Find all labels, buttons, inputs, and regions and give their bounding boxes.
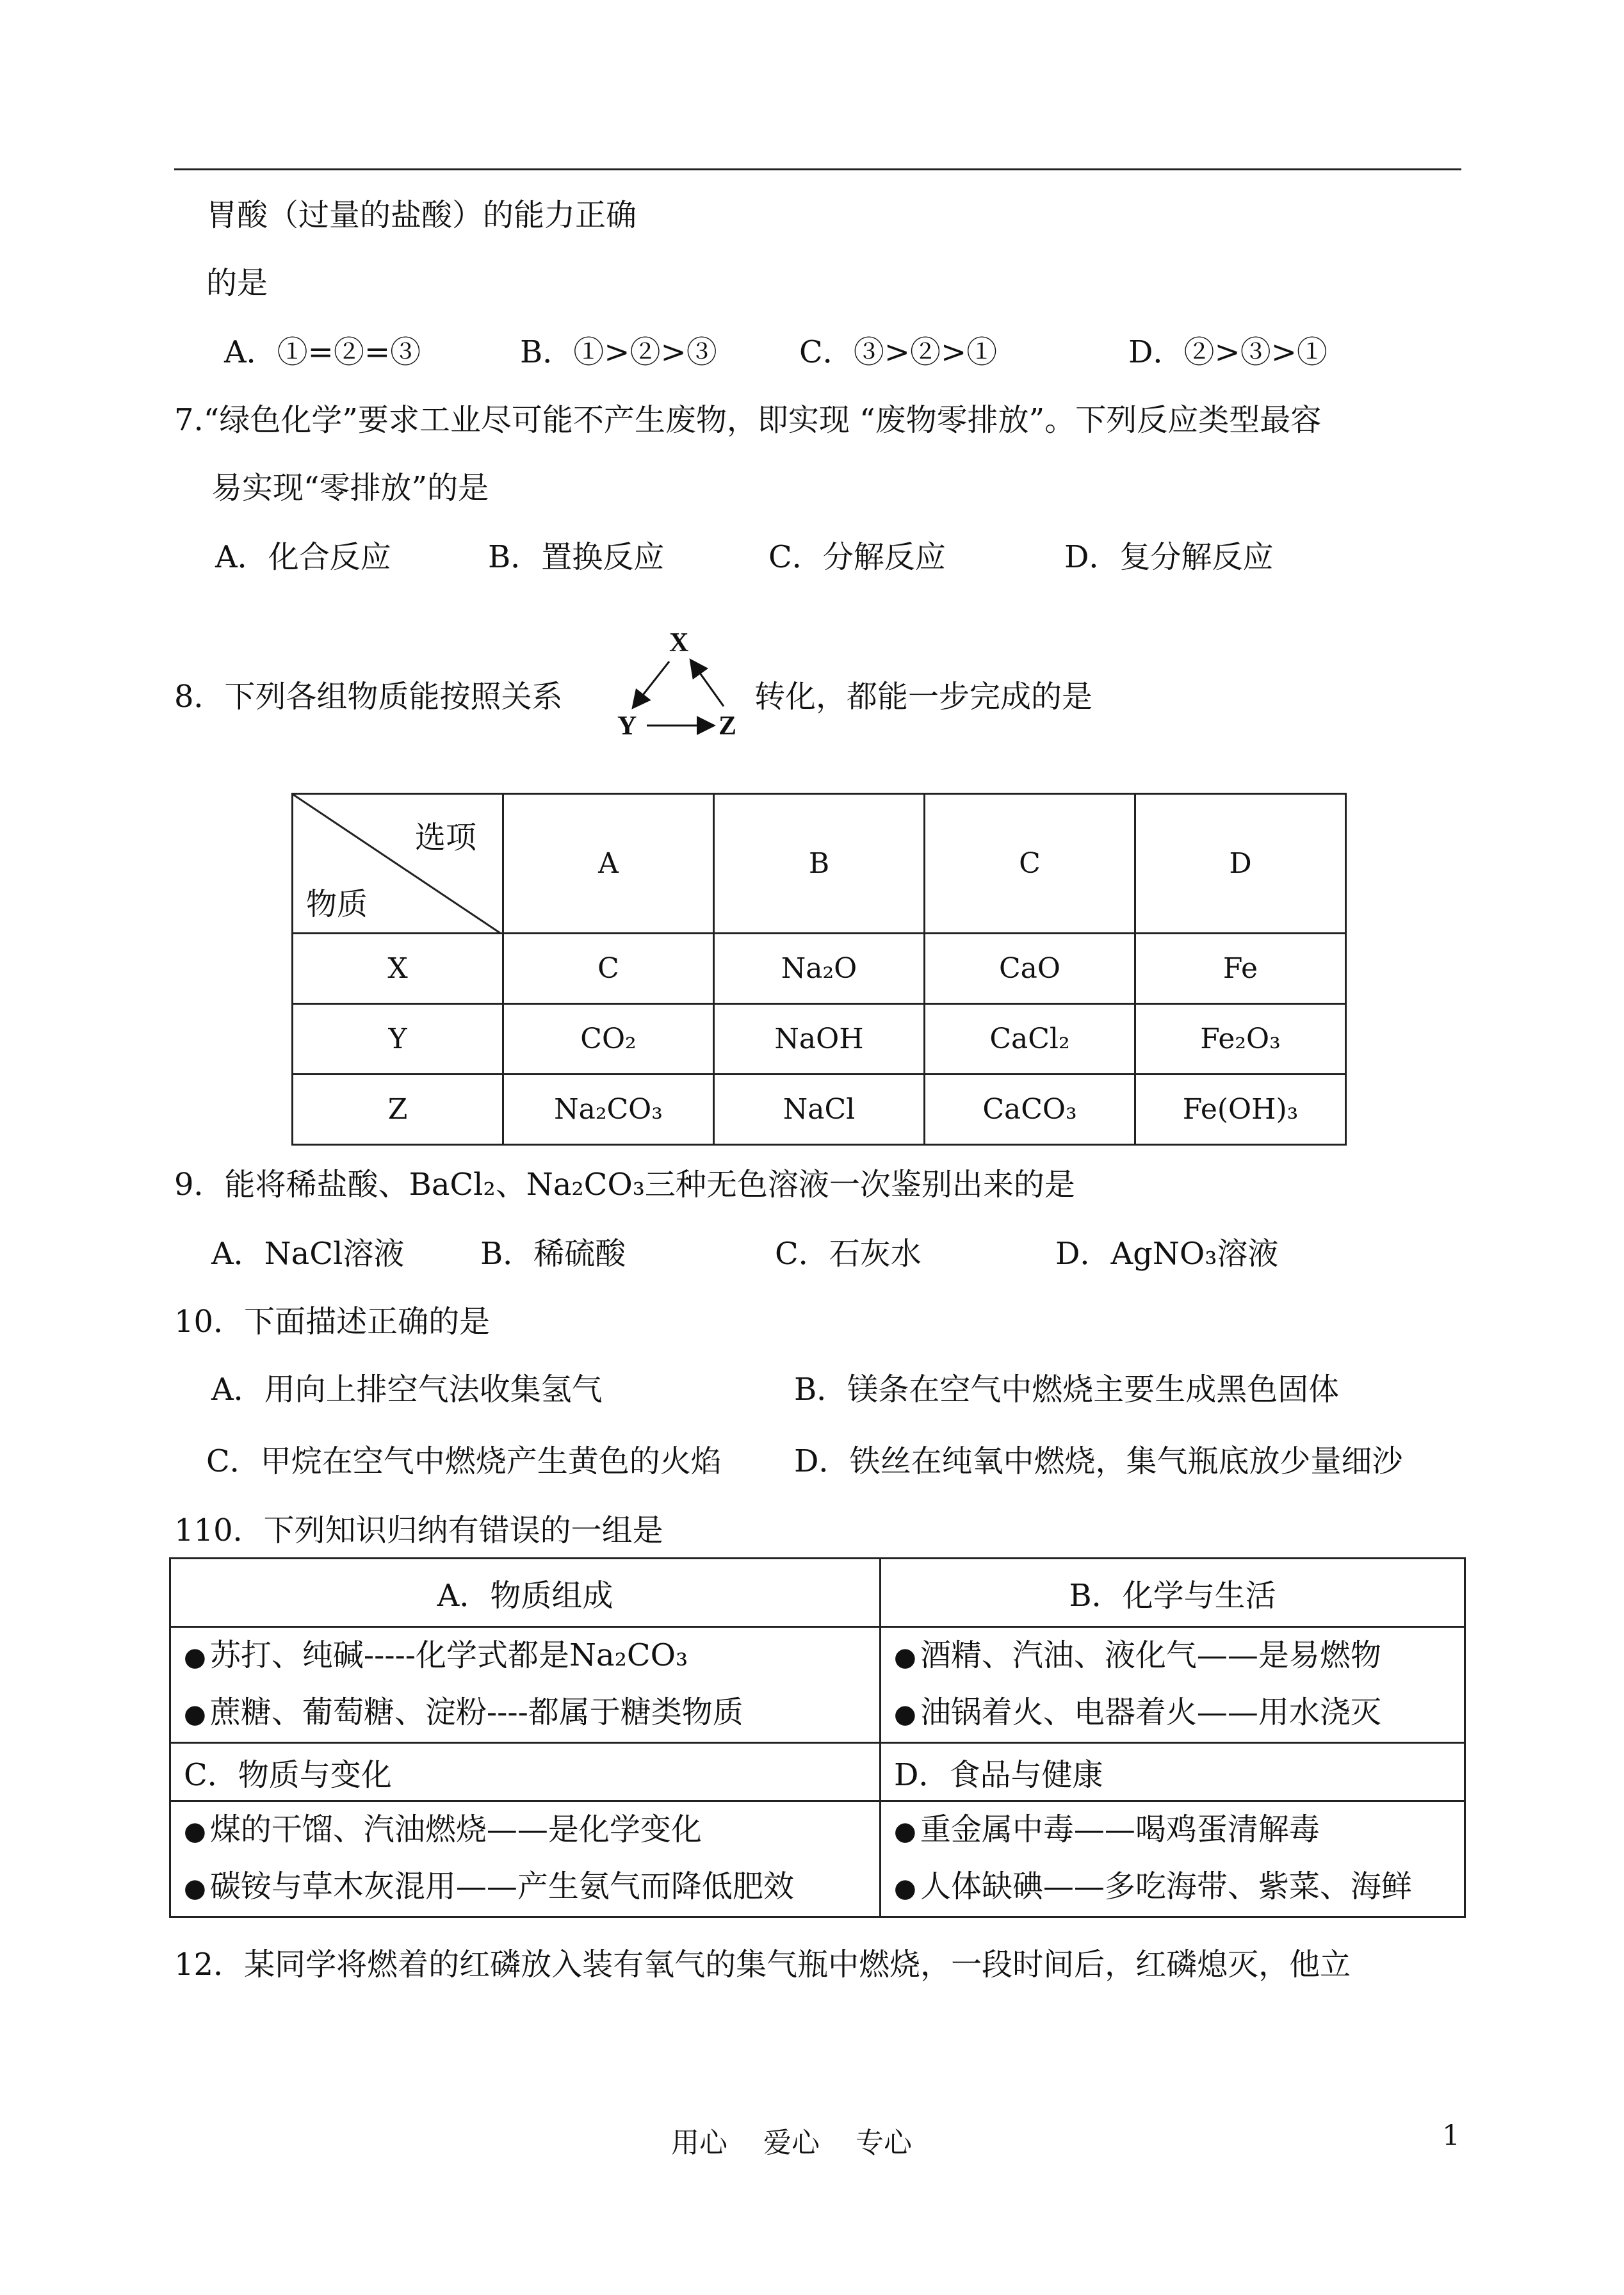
cell-y-d: Fe₂O₃ — [1135, 1004, 1346, 1075]
q9-option-b: B．稀硫酸 — [480, 1236, 626, 1272]
diagram-y-label: Y — [617, 711, 637, 740]
list-item: ● 煤的干馏、汽油燃烧——是化学变化 — [184, 1812, 702, 1847]
q7-stem-line2: 易实现“零排放”的是 — [211, 470, 489, 506]
list-item: ● 人体缺碘——多吃海带、紫菜、海鲜 — [894, 1869, 1412, 1904]
list-item: ● 油锅着火、电器着火——用水浇灭 — [894, 1694, 1381, 1730]
cell-z-d: Fe(OH)₃ — [1135, 1075, 1346, 1145]
q7-option-c: C．分解反应 — [768, 539, 946, 575]
q11-b-items — [881, 1627, 1465, 1743]
cell-y-c: CaCl₂ — [925, 1004, 1135, 1075]
row-label-y: Y — [293, 1004, 503, 1075]
q9-stem: 9．能将稀盐酸、BaCl₂、Na₂CO₃三种无色溶液一次鉴别出来的是 — [174, 1167, 1075, 1203]
list-item: ● 苏打、纯碱-----化学式都是Na₂CO₃ — [184, 1637, 688, 1673]
q11-c-title: C．物质与变化 — [170, 1743, 881, 1801]
q11-c-items — [170, 1801, 881, 1917]
diagram-x-label: X — [669, 628, 689, 658]
q10-stem: 10．下面描述正确的是 — [174, 1304, 491, 1340]
q11-table — [169, 1557, 1466, 1918]
q11-b-title: B．化学与生活 — [881, 1559, 1465, 1627]
cell-y-a: CO₂ — [503, 1004, 714, 1075]
q7-stem-line1: 7.“绿色化学”要求工业尽可能不产生废物，即实现 “废物零排放”。下列反应类型最容 — [174, 402, 1322, 438]
q10-option-a: A．用向上排空气法收集氢气 — [211, 1372, 603, 1407]
q8-stem-after: 转化，都能一步完成的是 — [754, 679, 1093, 715]
q6-option-b: B．①>②>③ — [520, 334, 717, 370]
cell-z-a: Na₂CO₃ — [503, 1075, 714, 1145]
row-label-x: X — [293, 934, 503, 1004]
page-number: 1 — [1442, 2120, 1460, 2152]
col-header-b: B — [714, 794, 925, 934]
table-row — [293, 1004, 1346, 1075]
col-header-a: A — [503, 794, 714, 934]
cell-z-b: NaCl — [714, 1075, 925, 1145]
cell-z-c: CaCO₃ — [925, 1075, 1135, 1145]
q8-table-corner — [293, 794, 503, 934]
q9-option-a: A．NaCl溶液 — [211, 1236, 405, 1272]
list-item: ● 酒精、汽油、液化气——是易燃物 — [894, 1637, 1381, 1673]
q9-option-c: C．石灰水 — [775, 1236, 922, 1272]
q7-option-a: A．化合反应 — [215, 539, 391, 575]
q6-stem-line1: 胃酸（过量的盐酸）的能力正确 — [206, 197, 637, 233]
q10-option-d: D．铁丝在纯氧中燃烧，集气瓶底放少量细沙 — [794, 1443, 1403, 1479]
q10-option-b: B．镁条在空气中燃烧主要生成黑色固体 — [794, 1372, 1340, 1407]
arrow-x-to-y — [634, 661, 669, 706]
list-item: ● 蔗糖、葡萄糖、淀粉----都属于糖类物质 — [184, 1694, 743, 1730]
col-header-d: D — [1135, 794, 1346, 934]
xyz-relation-diagram — [608, 624, 749, 740]
q11-stem: 110．下列知识归纳有错误的一组是 — [174, 1512, 663, 1548]
col-header-c: C — [925, 794, 1135, 934]
q7-option-d: D．复分解反应 — [1064, 539, 1274, 575]
page-footer-slogan: 用心 爱心 专心 — [671, 2127, 912, 2159]
q12-stem: 12．某同学将燃着的红磷放入装有氧气的集气瓶中燃烧，一段时间后，红磷熄灭，他立 — [174, 1947, 1351, 1983]
cell-x-a: C — [503, 934, 714, 1004]
cell-x-c: CaO — [925, 934, 1135, 1004]
q11-d-items — [881, 1801, 1465, 1917]
table-row — [293, 1075, 1346, 1145]
q11-d-title: D．食品与健康 — [881, 1743, 1465, 1801]
row-label-z: Z — [293, 1075, 503, 1145]
q11-a-items — [170, 1627, 881, 1743]
diagram-z-label: Z — [719, 711, 737, 740]
corner-substance-label: 物质 — [306, 886, 368, 922]
q11-a-title: A．物质组成 — [170, 1559, 881, 1627]
corner-options-label: 选项 — [414, 820, 476, 856]
cell-y-b: NaOH — [714, 1004, 925, 1075]
q7-option-b: B．置换反应 — [488, 539, 665, 575]
q6-option-c: C．③>②>① — [799, 334, 998, 370]
q6-option-d: D．②>③>① — [1128, 334, 1328, 370]
table-row — [293, 934, 1346, 1004]
cell-x-d: Fe — [1135, 934, 1346, 1004]
list-item: ● 碳铵与草木灰混用——产生氨气而降低肥效 — [184, 1869, 794, 1904]
header-rule — [174, 168, 1461, 170]
q8-stem-before: 8．下列各组物质能按照关系 — [174, 679, 563, 715]
list-item: ● 重金属中毒——喝鸡蛋清解毒 — [894, 1812, 1320, 1847]
q6-stem-line2: 的是 — [206, 265, 268, 301]
arrow-z-to-x — [692, 661, 724, 706]
q9-option-d: D．AgNO₃溶液 — [1055, 1236, 1279, 1272]
q8-table — [291, 793, 1347, 1146]
q6-option-a: A．①=②=③ — [224, 334, 421, 370]
q10-option-c: C．甲烷在空气中燃烧产生黄色的火焰 — [206, 1443, 722, 1479]
cell-x-b: Na₂O — [714, 934, 925, 1004]
